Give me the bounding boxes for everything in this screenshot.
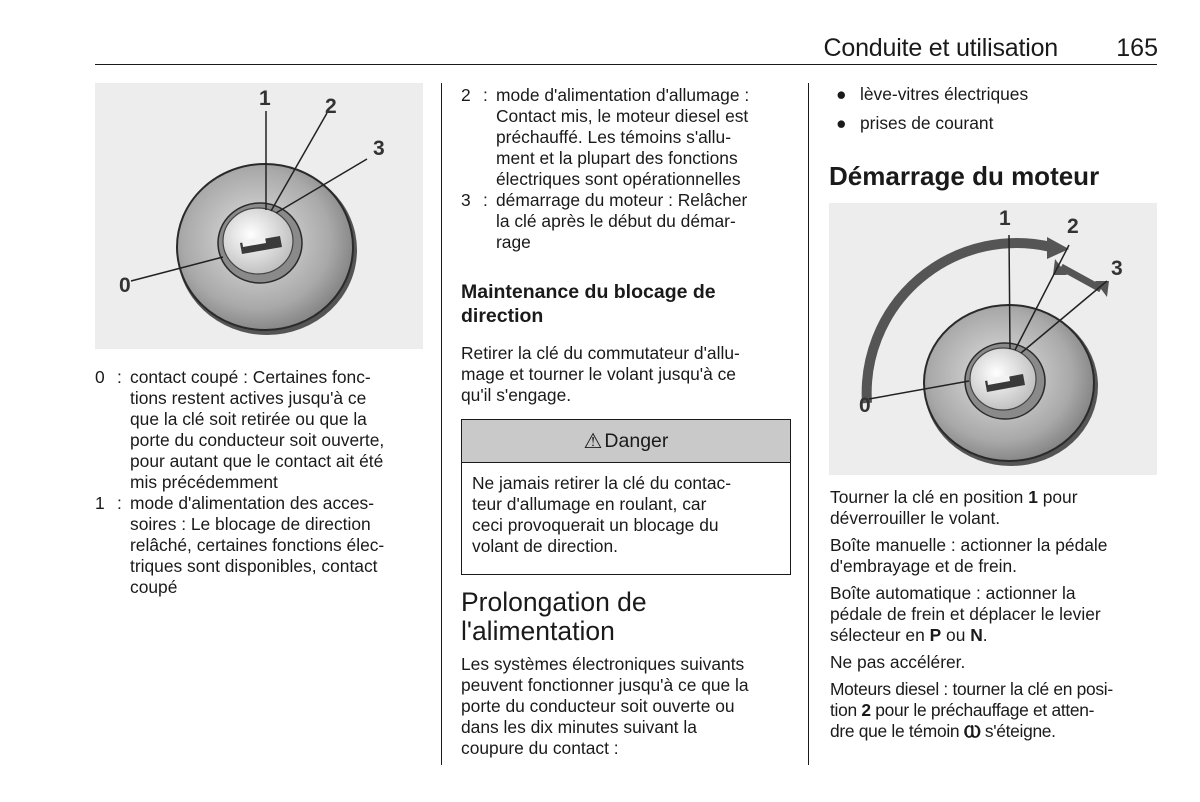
danger-body (462, 463, 790, 569)
list-item (830, 109, 1160, 138)
text-line: rage (496, 232, 531, 252)
text-line: tions restent actives jusqu'à ce (130, 388, 367, 408)
position-label-0: 0 (859, 394, 871, 417)
warning-triangle-icon: ⚠ (583, 429, 603, 453)
text-line: peuvent fonctionner jusqu'à ce que la (461, 675, 749, 695)
text-line: contact coupé : Certaines fonc- (130, 367, 371, 387)
list-item (830, 80, 1160, 109)
text-line: mis précédemment (130, 472, 278, 492)
paragraph-unlock (830, 487, 1160, 529)
position-label-0: 0 (119, 274, 131, 297)
paragraph-diesel (830, 679, 1160, 742)
text-line: que la clé soit retirée ou que la (130, 409, 367, 429)
steering-lock-heading (461, 280, 801, 328)
steering-lock-text (461, 343, 801, 406)
bullet-text: lève-vitres électriques (860, 84, 1029, 104)
bullet-text: prises de courant (860, 113, 994, 133)
paragraph-no-accelerate: Ne pas accélérer. (830, 652, 966, 672)
bullet-icon: ● (836, 113, 847, 133)
paragraph-manual (830, 535, 1160, 577)
text-line: porte du conducteur soit ouverte, (130, 430, 385, 450)
text-line: Boîte automatique : actionner la (830, 583, 1076, 603)
bullet-icon: ● (836, 84, 847, 104)
key-positions-list-b (461, 85, 801, 253)
ignition-switch-figure (95, 83, 423, 349)
text-line: tion 2 pour le préchauffage et atten- (830, 700, 1095, 720)
paragraph-automatic (830, 583, 1160, 646)
text-line: coupure du contact : (461, 738, 619, 758)
item-separator: : (117, 367, 122, 387)
text-line: Retirer la clé du commutateur d'allu- (461, 343, 740, 363)
page-number: 165 (1116, 34, 1158, 62)
text-line: porte du conducteur soit ouverte ou (461, 696, 735, 716)
list-item-position-2 (461, 85, 801, 190)
key-positions-list-a (95, 367, 430, 598)
heading-line: direction (461, 305, 544, 327)
text-line: pour autant que le contact ait été (130, 451, 384, 471)
danger-title: Danger (604, 429, 669, 452)
list-item-position-1 (95, 493, 430, 598)
text-line: coupé (130, 577, 178, 597)
column-divider-right (808, 83, 809, 765)
text-line: Contact mis, le moteur diesel est (496, 106, 749, 126)
text-line: déverrouiller le volant. (830, 508, 1001, 528)
text-line: Ne jamais retirer la clé du contac- (472, 473, 732, 493)
text-line: d'embrayage et de frein. (830, 556, 1018, 576)
item-text (496, 85, 801, 190)
text-line: soires : Le blocage de direction (130, 514, 371, 534)
item-text (130, 493, 430, 598)
rotation-arrow-head (1047, 237, 1069, 259)
text-line: volant de direction. (472, 536, 618, 556)
heading-line: Prolongation de (461, 587, 647, 617)
danger-notice (461, 419, 791, 575)
list-item-position-3 (461, 190, 801, 253)
text-line: teur d'allumage en roulant, car (472, 494, 707, 514)
text-line: Tourner la clé en position 1 pour (830, 487, 1078, 507)
text-line: démarrage du moteur : Relâcher (496, 190, 748, 210)
text-line: la clé après le début du démar- (496, 211, 736, 231)
start-double-arrow (1061, 267, 1101, 289)
text-line: Les systèmes électroniques suivants (461, 654, 745, 674)
text-line: triques sont disponibles, contact (130, 556, 378, 576)
header-rule (95, 64, 1157, 65)
item-key: 3 (461, 190, 471, 210)
text-line: ceci provoquerait un blocage du (472, 515, 719, 535)
position-label-2: 2 (1067, 215, 1079, 238)
text-line: dre que le témoin Ⲱ s'éteigne. (830, 721, 1056, 741)
engine-start-figure (829, 203, 1157, 475)
prolongation-heading (461, 588, 801, 646)
heading-line: l'alimentation (461, 616, 615, 646)
text-line: mode d'alimentation des acces- (130, 493, 375, 513)
position-label-1: 1 (999, 207, 1011, 230)
item-key: 1 (95, 493, 105, 513)
item-text (496, 190, 801, 253)
item-separator: : (117, 493, 122, 513)
column-divider-left (441, 83, 442, 765)
position-label-1: 1 (259, 87, 271, 110)
text-line: pédale de frein et déplacer le levier (830, 604, 1101, 624)
text-line: dans les dix minutes suivant la (461, 717, 697, 737)
powered-systems-list (830, 80, 1160, 138)
text-line: relâché, certaines fonctions élec- (130, 535, 385, 555)
ignition-switch-illustration (95, 83, 423, 349)
text-line: électriques sont opérationnelles (496, 169, 741, 189)
item-separator: : (483, 190, 488, 210)
position-label-3: 3 (1111, 257, 1123, 280)
text-line: mode d'alimentation d'allumage : (496, 85, 750, 105)
prolongation-text (461, 654, 806, 759)
text-line: Boîte manuelle : actionner la pédale (830, 535, 1108, 555)
item-key: 2 (461, 85, 471, 105)
text-line: ment et la plupart des fonctions (496, 148, 738, 168)
text-line: sélecteur en P ou N. (830, 625, 988, 645)
glow-plug-icon: Ⲱ (963, 721, 981, 741)
engine-start-illustration (829, 203, 1157, 475)
running-header-title: Conduite et utilisation (823, 34, 1058, 62)
list-item-position-0 (95, 367, 430, 493)
heading-line: Maintenance du blocage de (461, 281, 716, 303)
text-line: mage et tourner le volant jusqu'à ce (461, 364, 736, 384)
danger-header (462, 420, 790, 463)
text-line: qu'il s'engage. (461, 385, 572, 405)
engine-start-heading: Démarrage du moteur (829, 161, 1100, 191)
position-label-3: 3 (373, 137, 385, 160)
text-line: Moteurs diesel : tourner la clé en posi- (830, 679, 1113, 699)
item-key: 0 (95, 367, 105, 387)
text-line: préchauffé. Les témoins s'allu- (496, 127, 732, 147)
item-separator: : (483, 85, 488, 105)
engine-start-text (830, 487, 1160, 748)
position-label-2: 2 (325, 95, 337, 118)
item-text (130, 367, 430, 493)
